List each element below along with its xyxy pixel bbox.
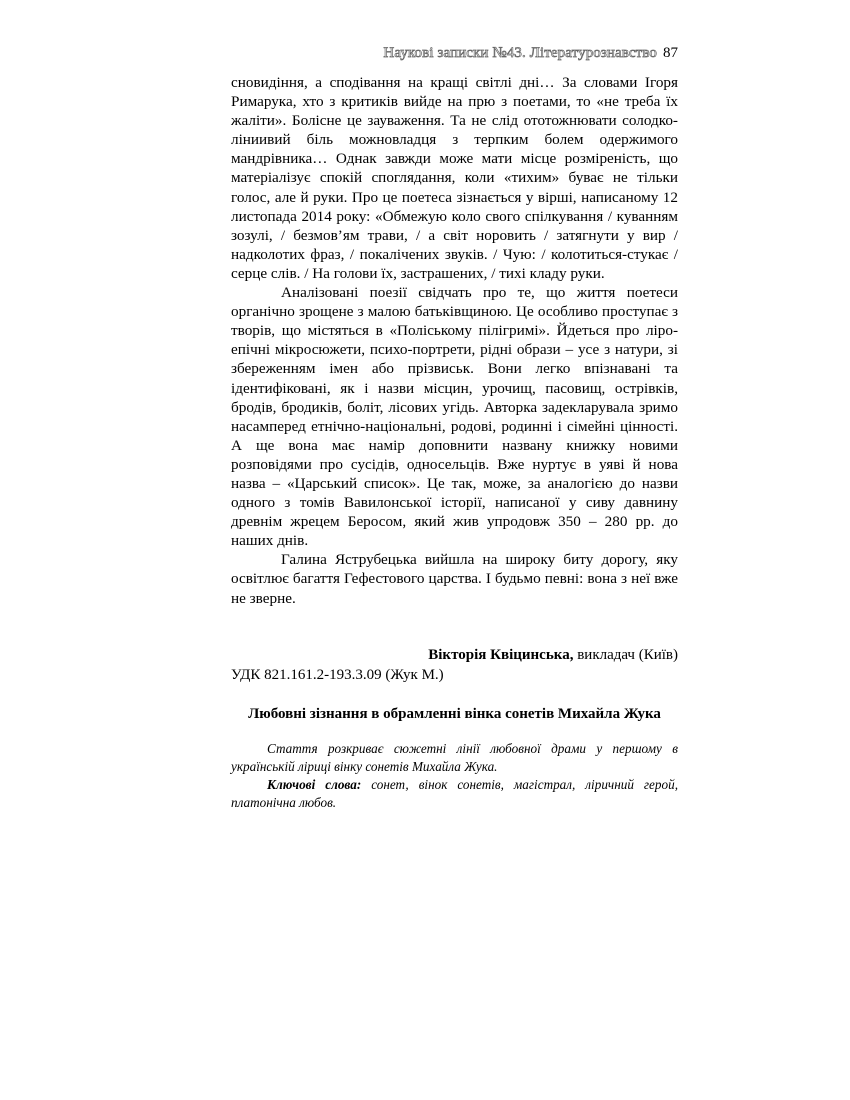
page-number: 87	[663, 45, 678, 61]
keywords-label: Ключові слова:	[267, 776, 362, 792]
article-title: Любовні зізнання в обрамленні вінка сонетів Михайла Жука	[248, 705, 661, 722]
author-role: викладач (Київ)	[573, 646, 678, 663]
keywords-text: сонет, вінок сонетів, магістрал, ліричний герой, платонічна любов.	[231, 776, 678, 810]
running-header	[231, 44, 678, 63]
journal-page	[231, 44, 678, 812]
author-line	[231, 646, 678, 665]
abstract: Стаття розкриває сюжетні лінії любовної драми у першому в українській ліриці вінку сонетів Михайла Жука.	[231, 740, 678, 774]
udc-code: УДК 821.161.2-193.3.09 (Жук М.)	[231, 666, 444, 683]
author-name: Вікторія Квіцинська,	[428, 646, 574, 663]
section-gap	[231, 608, 678, 646]
body-paragraph-2: Аналізовані поезії свідчать про те, що життя поетеси органічно зрощене з малою батьківщиною. Це особливо проступає з творів, що містяться в «Поліському пілігримі». Йдеться про ліро-епічні мікросюжети, психо-портрети, рідні образи – усе з натури, зі збереженням імен або прізвиськ. Вони легко впізнавані та ідентифіковані, як і назви місцин, урочищ, пасовищ, острівків, бродів, бродиків, боліт, лісових угідь. Авторка задекларувала зримо насамперед етнічно-національні, родові, родинні і сімейні цінності. А ще вона має намір доповнити названу книжку новими розповідями про сусідів, односельців. Вже нуртує в уяві й нова назва – «Царський список». Це так, може, за аналогією до назви одного з томів Вавилонської історії, написаної у сиву давнину древнім жрецем Беросом, який жив упродовж 350 – 280 рр. до наших днів.	[231, 284, 678, 550]
keywords	[231, 776, 678, 812]
body-paragraph-3: Галина Яструбецька вийшла на широку биту дорогу, яку освітлює багаття Гефестового царства. І будьмо певні: вона з неї вже не зверне.	[231, 551, 678, 607]
body-paragraph-1: сновидіння, а сподівання на кращі світлі дні… За словами Ігоря Римарука, хто з критиків вийде на прю з поетами, то «не треба їх жаліти». Болісне це зауваження. Та не слід ототожнювати солодко-ліниивий біль можновладця з терпким болем одержимого мандрівника… Однак завжди може мати місце розміреність, що матеріалізує спокій споглядання, коли «тихим» буває не тільки голос, але й руки. Про це поетеса зізнається у вірші, написаному 12 листопада 2014 року: «Обмежую коло свого спілкування / куванням зозулі, / безмов’ям трави, / а світ норовить / затягнути у вир / надколотих фраз, / покалічених звуків. / Чую: / колотиться-стукає / серце слів. / На голови їх, застрашених, / тихі кладу руки.	[231, 74, 678, 282]
journal-title: Наукові записки №43. Літературознавство	[383, 45, 657, 61]
